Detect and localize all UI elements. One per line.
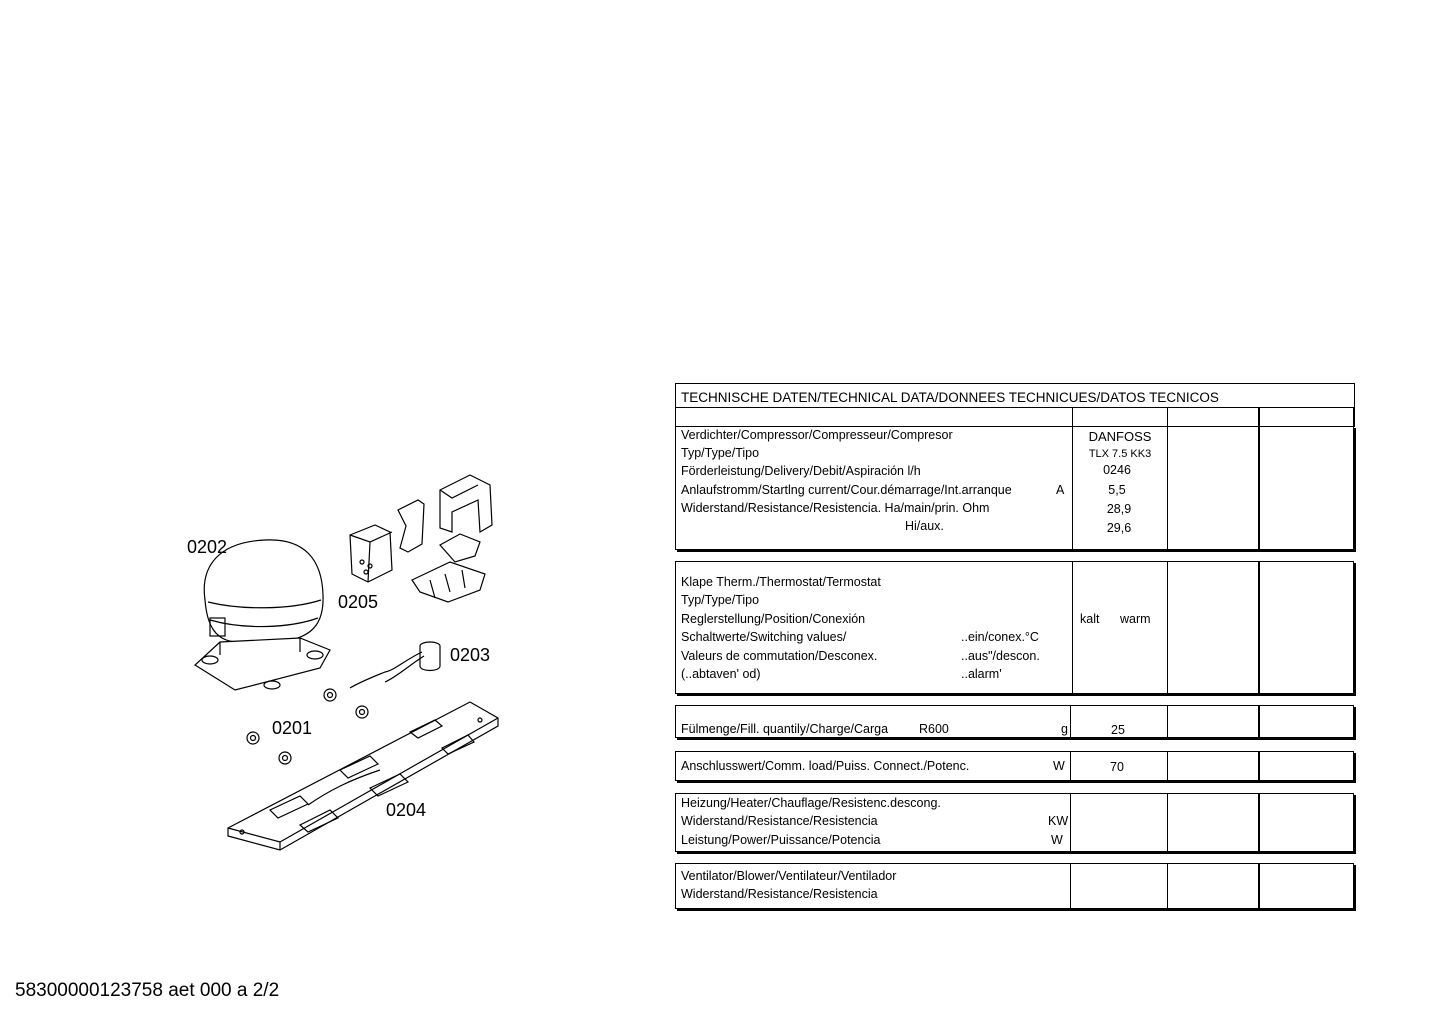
compressor-value: 28,9 [1106,502,1132,516]
compressor-value: TLX 7.5 KK3 [1088,448,1152,460]
header-right-edge [1353,407,1355,427]
table-title-divider [675,407,1355,408]
thermostat-col-divider-2 [1167,561,1168,694]
thermostat-suffix: ..alarm' [961,667,1002,681]
capacitor-part-0203 [350,642,440,688]
header-col-divider-3 [1258,407,1260,427]
thermostat-row-label: Reglerstellung/Position/Conexión [681,612,866,626]
compressor-value: DANFOSS [1088,429,1152,444]
header-col-divider-2 [1167,407,1168,427]
header-col-divider-1 [1072,407,1073,427]
fill-refrigerant: R600 [919,722,949,736]
thermostat-row-label: Typ/Type/Tipo [681,593,760,607]
thermostat-col-divider-1 [1072,561,1073,694]
fill-value: 25 [1111,723,1125,737]
heater-row-label: Heizung/Heater/Chauflage/Resistenc.descong. [681,796,941,810]
compressor-col-divider-3 [1258,426,1260,550]
thermostat-row-label: Klape Therm./Thermostat/Termostat [681,575,881,589]
fill-col-divider-2 [1167,705,1168,738]
relay-part-0205 [350,525,392,582]
base-plate-part-0204 [228,702,498,850]
compressor-row-label: Verdichter/Compressor/Compresseur/Compresor [681,428,953,442]
load-value: 70 [1110,760,1124,774]
compressor-row-label: Förderleistung/Delivery/Debit/Aspiración l/h [681,464,921,478]
compressor-row-label: Hi/aux. [905,519,944,533]
thermostat-warm: warm [1120,612,1151,626]
thermostat-suffix: ..aus"/descon. [961,649,1040,663]
load-unit: W [1053,759,1065,773]
heater-unit-kw: KW [1048,814,1069,828]
callout-0203: 0203 [450,645,491,665]
compressor-part-0202 [195,540,330,690]
callout-0202: 0202 [187,537,228,557]
compressor-value: 29,6 [1106,521,1132,535]
callout-0201: 0201 [272,718,313,738]
unit-ampere: A [1056,483,1065,497]
exploded-parts-diagram [180,470,520,870]
blower-col-divider-1 [1070,863,1071,909]
load-col-divider-2 [1167,751,1168,781]
compressor-col-divider-2 [1167,426,1168,550]
thermostat-row-label: Valeurs de commutation/Desconex. [681,649,878,663]
blower-col-divider-3 [1258,863,1260,909]
blower-col-divider-2 [1167,863,1168,909]
heater-col-divider-2 [1167,793,1168,852]
fill-col-divider-3 [1258,705,1260,738]
thermostat-row-label: Schaltwerte/Switching values/ [681,630,847,644]
fill-unit: g [1061,722,1068,736]
heater-row-label: Leistung/Power/Puissance/Potencia [681,833,881,847]
heater-col-divider-3 [1258,793,1260,852]
compressor-row-label: Anlaufstromm/Startlng current/Cour.démarrage/Int.arranque [681,483,1012,497]
callout-0205: 0205 [338,592,379,612]
callout-0204: 0204 [386,800,427,820]
load-col-divider-3 [1258,751,1260,781]
heater-unit-w: W [1051,833,1063,847]
document-footer-id: 58300000123758 aet 000 a 2/2 [15,980,280,1001]
thermostat-kalt: kalt [1080,612,1100,626]
blower-row-label: Widerstand/Resistance/Resistencia [681,887,878,901]
compressor-value: 0246 [1103,463,1131,477]
compressor-row-label: Typ/Type/Tipo [681,446,760,460]
load-label: Anschlusswert/Comm. load/Puiss. Connect./Potenc. [681,759,970,773]
heater-row-label: Widerstand/Resistance/Resistencia [681,814,878,828]
heater-col-divider-1 [1070,793,1071,852]
compressor-row-label: Widerstand/Resistance/Resistencia. Ha/main/prin. Ohm [681,501,990,515]
thermostat-col-divider-3 [1258,561,1260,694]
cover-bracket-parts [398,475,492,602]
blower-row-label: Ventilator/Blower/Ventilateur/Ventilador [681,869,897,883]
compressor-value: 5,5 [1108,483,1126,497]
thermostat-row-label: (..abtaven' od) [681,667,761,681]
fill-label: Fülmenge/Fill. quantily/Charge/Carga [681,722,889,736]
thermostat-suffix: ..ein/conex.°C [961,630,1039,644]
table-title: TECHNISCHE DATEN/TECHNICAL DATA/DONNEES TECHNICUES/DATOS TECNICOS [681,390,1219,405]
